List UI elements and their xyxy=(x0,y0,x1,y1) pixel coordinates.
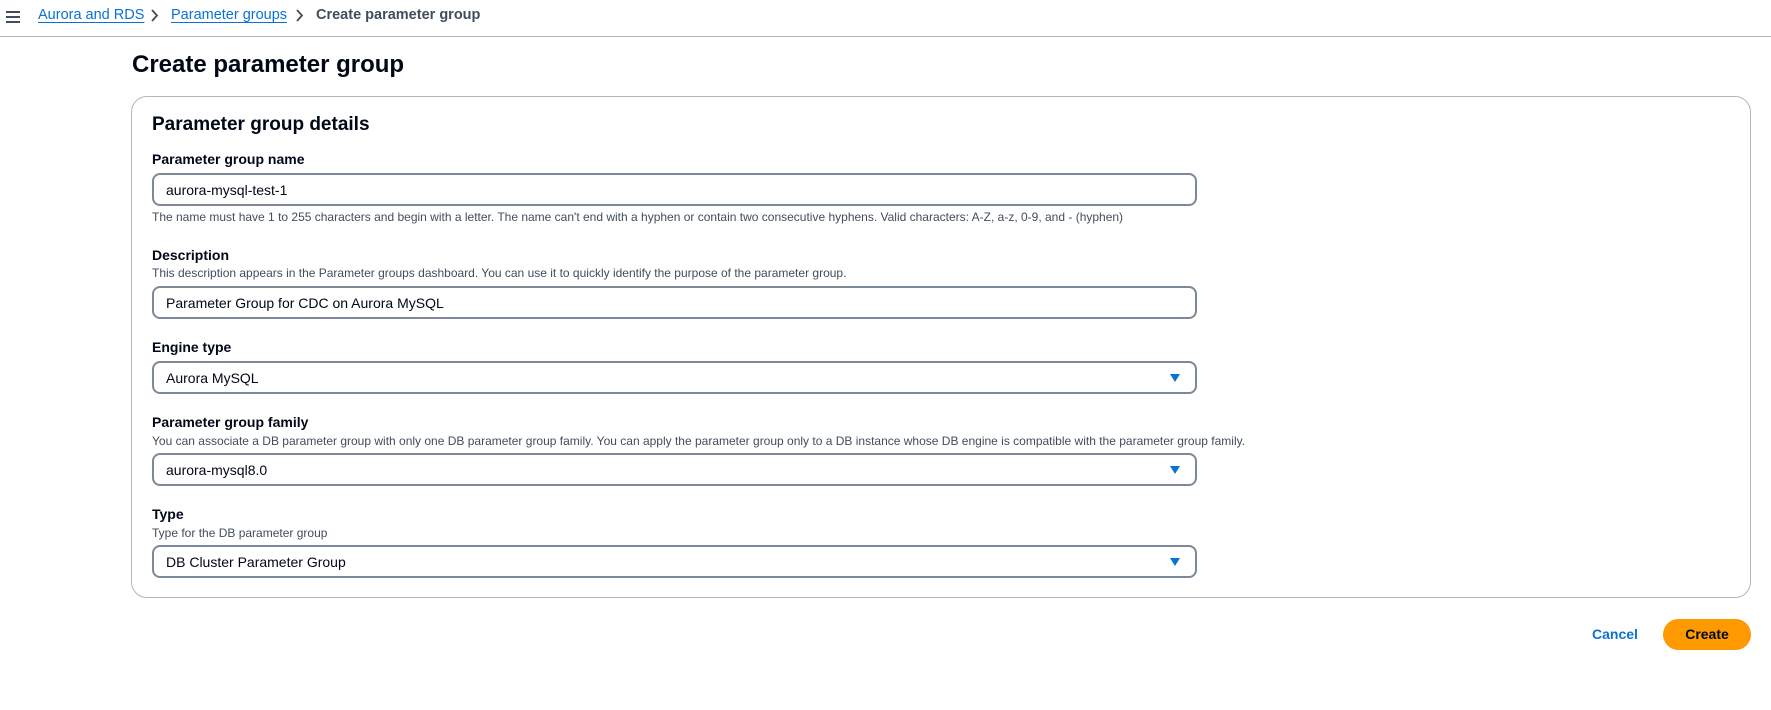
panel-title: Parameter group details xyxy=(152,114,370,135)
breadcrumb-aurora-and-rds[interactable]: Aurora and RDS xyxy=(38,7,145,23)
engine-type-label: Engine type xyxy=(152,339,232,355)
type-label: Type xyxy=(152,506,184,522)
name-input-value: aurora-mysql-test-1 xyxy=(166,182,288,198)
type-select[interactable] xyxy=(152,545,1197,578)
engine-type-value: Aurora MySQL xyxy=(166,370,259,386)
family-label: Parameter group family xyxy=(152,414,309,430)
chevron-right-icon xyxy=(295,9,304,22)
caret-down-icon xyxy=(1169,557,1181,567)
description-hint: This description appears in the Parameter groups dashboard. You can use it to quickly identify the purpose of the parameter group. xyxy=(152,266,847,280)
details-panel xyxy=(131,96,1751,598)
description-label: Description xyxy=(152,247,230,263)
menu-icon[interactable] xyxy=(4,6,28,28)
caret-down-icon xyxy=(1169,373,1181,383)
description-input-value: Parameter Group for CDC on Aurora MySQL xyxy=(166,295,444,311)
family-hint: You can associate a DB parameter group with only one DB parameter group family. You can apply the parameter group only to a DB instance whose DB engine is compatible with the parameter group family. xyxy=(152,434,1246,448)
name-hint: The name must have 1 to 255 characters and begin with a letter. The name can't end with a hyphen or contain two consecutive hyphens. Valid characters: A-Z, a-z, 0-9, and - (hyphen) xyxy=(152,210,1124,224)
name-label: Parameter group name xyxy=(152,151,305,167)
chevron-right-icon xyxy=(150,9,159,22)
create-button[interactable]: Create xyxy=(1663,619,1751,650)
page-title: Create parameter group xyxy=(132,51,405,78)
engine-type-select[interactable] xyxy=(152,361,1197,394)
caret-down-icon xyxy=(1169,465,1181,475)
type-hint: Type for the DB parameter group xyxy=(152,526,328,540)
breadcrumb-current: Create parameter group xyxy=(316,7,481,23)
type-value: DB Cluster Parameter Group xyxy=(166,554,346,570)
family-value: aurora-mysql8.0 xyxy=(166,462,268,478)
breadcrumb-parameter-groups[interactable]: Parameter groups xyxy=(171,7,288,23)
cancel-button[interactable]: Cancel xyxy=(1592,626,1638,642)
top-bar xyxy=(0,0,1771,37)
name-input[interactable] xyxy=(152,173,1197,206)
family-select[interactable] xyxy=(152,453,1197,486)
description-input[interactable] xyxy=(152,286,1197,319)
